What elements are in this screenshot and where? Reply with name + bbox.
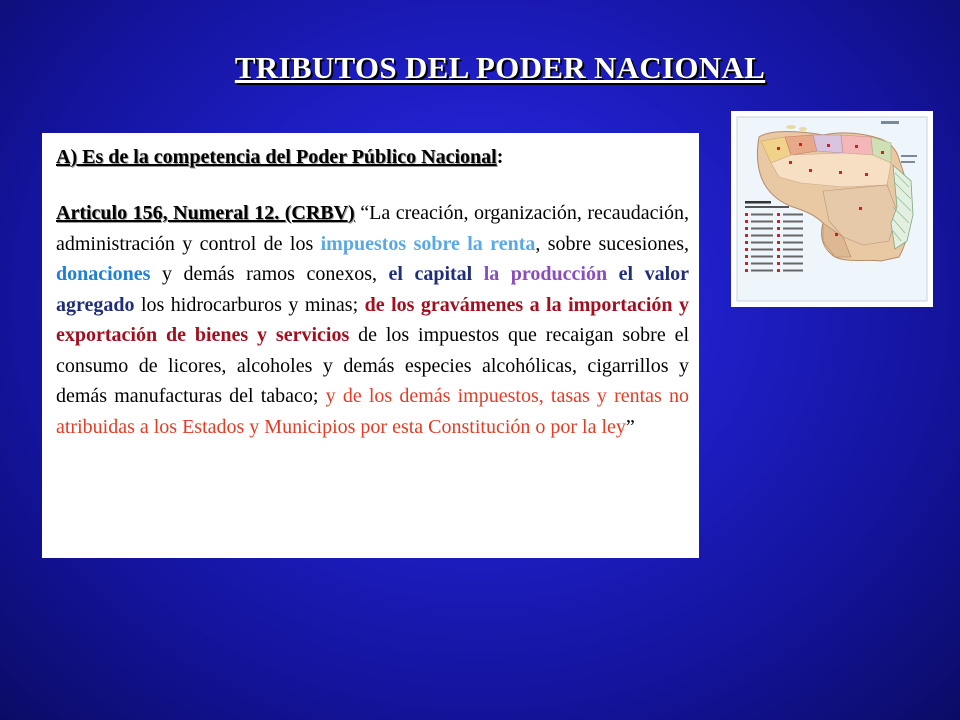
phrase-demas-impuestos: y de los demás impuestos, tasas y rentas no atribuidas a los Estados y Municipios por esta Constitución o por la ley <box>56 385 690 438</box>
phrase-donaciones: donaciones <box>56 263 151 285</box>
phrase-el-capital: el capital <box>388 263 473 285</box>
article-text-9 <box>607 263 619 285</box>
article-text-11: los hidrocarburos y minas; <box>134 293 365 316</box>
section-heading-colon: : <box>496 146 504 168</box>
phrase-gravamenes: de los gravámenes a la importación y exportación de bienes y servicios <box>56 293 689 346</box>
article-paragraph <box>56 198 689 442</box>
section-heading <box>56 143 689 172</box>
slide-title: TRIBUTOS DEL PODER NACIONAL <box>234 50 766 85</box>
article-text-3: , sobre sucesiones, <box>535 232 689 255</box>
article-text-1: “La creación, organización, recaudación, administración y control de los <box>56 202 689 255</box>
phrase-valor-agregado: el valor agregado <box>56 263 690 316</box>
venezuela-map-image <box>731 111 933 307</box>
section-heading-text: A) Es de la competencia del Poder Público Nacional <box>56 146 497 168</box>
content-box <box>42 133 699 558</box>
article-text-7 <box>472 263 484 285</box>
phrase-impuestos-renta: impuestos sobre la renta <box>320 232 536 255</box>
article-text-13: de los impuestos que recaigan sobre el consumo de licores, alcoholes y demás especies alcohólicas, cigarrillos y demás manufacturas del tabaco; <box>56 324 690 407</box>
article-closing-quote: ” <box>625 415 635 438</box>
phrase-la-produccion: la producción <box>483 263 608 285</box>
article-reference: Articulo 156, Numeral 12. (CRBV) <box>56 202 355 224</box>
venezuela-map-icon <box>731 111 933 307</box>
article-text-5: y demás ramos conexos, <box>150 263 389 285</box>
